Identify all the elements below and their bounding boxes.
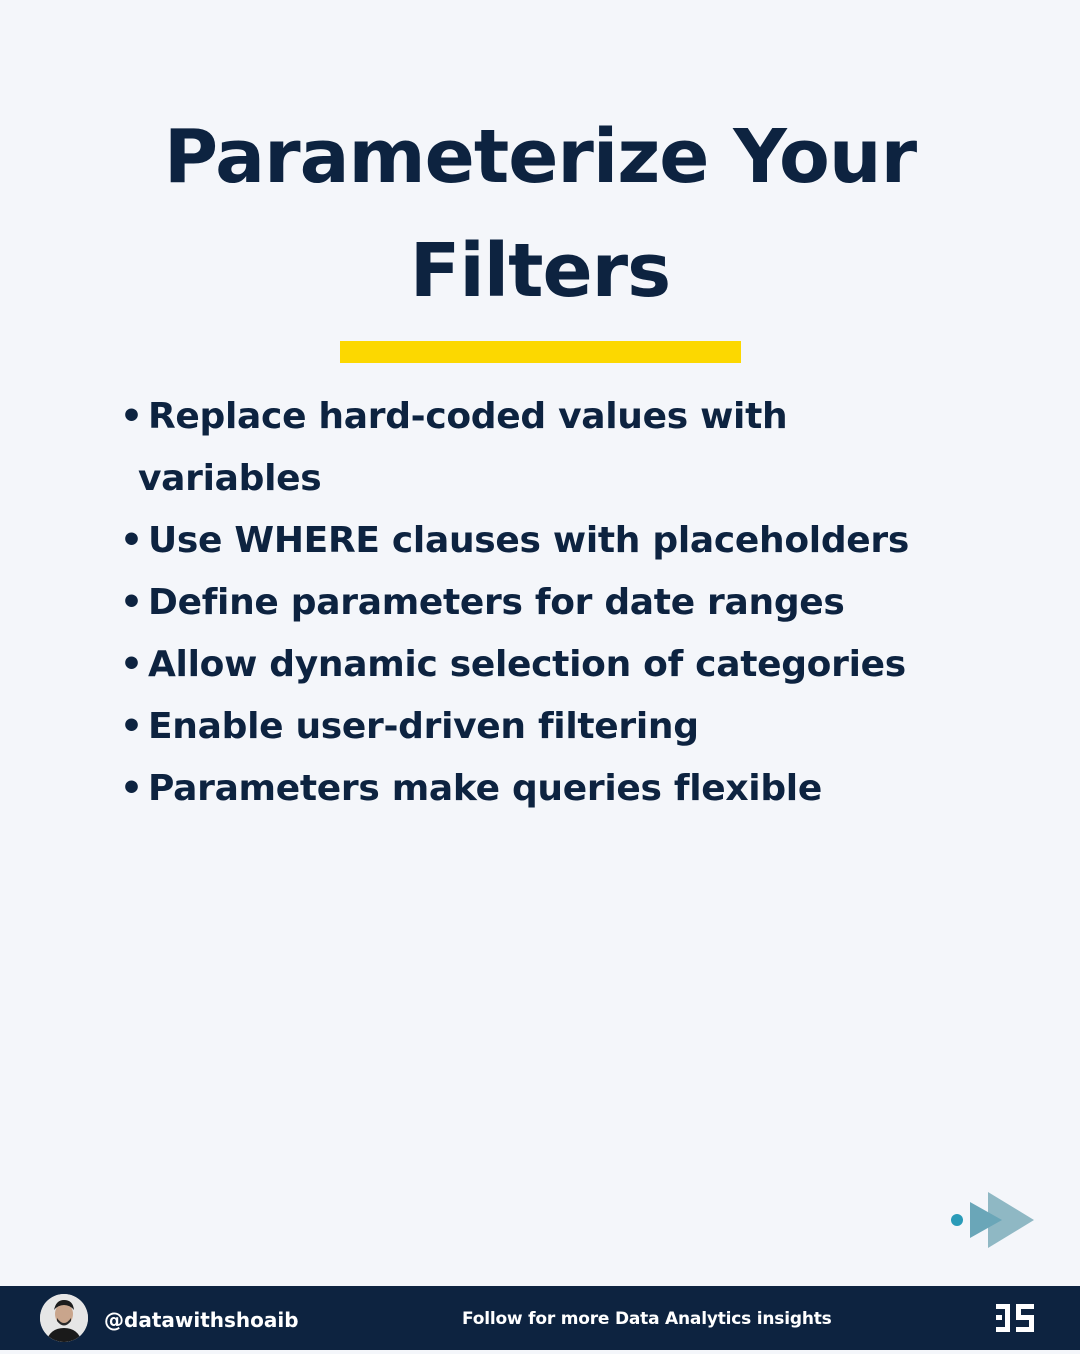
- slide-title-line-1: Parameterize Your: [163, 114, 917, 200]
- bullet-text: Use WHERE clauses with placeholders: [148, 520, 909, 561]
- title-underline: [340, 341, 741, 363]
- bullet-text: Allow dynamic selection of categories: [148, 644, 906, 685]
- bullet-item: [120, 696, 950, 758]
- bullet-item: [120, 758, 950, 820]
- bullet-item: [120, 386, 950, 510]
- slide-title: [0, 100, 1080, 328]
- follow-tagline: Follow for more Data Analytics insights: [462, 1309, 832, 1329]
- bullet-item: [120, 634, 950, 696]
- bullet-text: Replace hard-coded values with: [148, 396, 788, 437]
- next-arrow-icon[interactable]: [948, 1190, 1038, 1250]
- bullet-text: Parameters make queries flexible: [148, 768, 822, 809]
- bullet-text: Define parameters for date ranges: [148, 582, 845, 623]
- bullet-text: Enable user-driven filtering: [148, 706, 699, 747]
- profile-avatar: [40, 1294, 88, 1342]
- slide-title-line-2: Filters: [409, 228, 671, 314]
- footer-bar: [0, 1286, 1080, 1350]
- ds-logo-icon: [994, 1302, 1036, 1334]
- bullet-text-continued: variables: [138, 458, 322, 499]
- bullet-item: [120, 572, 950, 634]
- author-handle[interactable]: @datawithshoaib: [104, 1308, 299, 1332]
- bullet-list: [120, 386, 950, 820]
- bullet-item: [120, 510, 950, 572]
